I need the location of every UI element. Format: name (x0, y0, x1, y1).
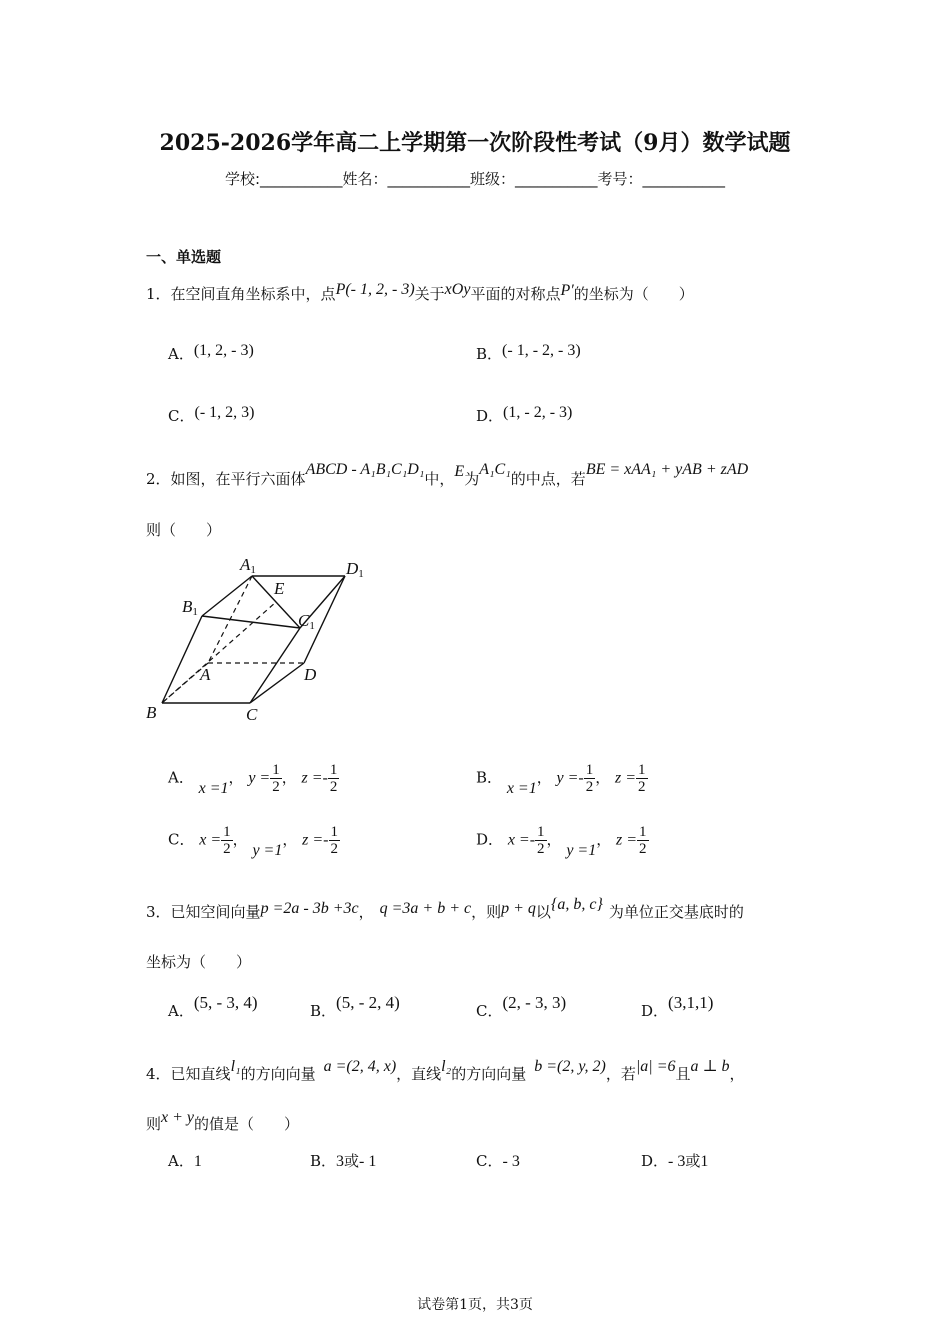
option-label: C． (476, 1002, 503, 1020)
label-d: D (304, 665, 317, 684)
option-z: z =- (302, 831, 329, 849)
edge-c1-c (250, 628, 300, 703)
option-value-2: - 1 (359, 1153, 377, 1170)
fraction: $\frac{1}{2}$ (223, 824, 231, 857)
fraction: $\frac{1}{2}$ (639, 824, 647, 857)
option-or: 或 (685, 1152, 701, 1170)
q1-option-c[interactable] (168, 405, 254, 426)
q2-text-1: 如图，在平行六面体 (170, 470, 306, 488)
page-footer: 试卷第1页，共3页 (417, 1297, 533, 1313)
q1-number: 1． (146, 285, 171, 303)
q1-text-2: 关于 (414, 285, 445, 303)
option-label: A． (168, 1002, 194, 1020)
q3-option-a[interactable] (168, 993, 258, 1021)
option-label: C． (168, 830, 195, 849)
q2-text-5: 则（ ） (146, 521, 222, 539)
q3-number: 3． (146, 903, 171, 921)
parallelepiped-figure (140, 550, 380, 730)
option-label: B． (476, 768, 503, 787)
q3-text-4: 为单位正交基底时的 (608, 903, 744, 921)
fraction: $\frac{1}{2}$ (585, 762, 594, 795)
q4-line-l1: l₁ (230, 1058, 241, 1075)
q4-text-3: ，直线 (396, 1065, 442, 1083)
q4-number: 4． (146, 1065, 171, 1083)
label-c: C (246, 705, 258, 724)
q4-text-1: 已知直线 (170, 1065, 231, 1083)
q4-vector-a: a =(2, 4, x) (323, 1058, 397, 1075)
q4-option-d[interactable] (641, 1150, 708, 1171)
q1-text-1: 在空间直角坐标系中，点 (170, 285, 336, 303)
option-y: y =- (556, 769, 584, 787)
label-e: E (274, 579, 285, 598)
question-4 (146, 1058, 745, 1084)
edge-c-d (250, 663, 304, 703)
q1-text-4: 的坐标为（ ） (573, 285, 694, 303)
option-label: B． (310, 1152, 337, 1170)
label-b: B (146, 703, 157, 722)
option-x: x =1 (198, 779, 229, 797)
option-or: 或 (344, 1152, 360, 1170)
q4-vector-b: b =(2, y, 2) (534, 1058, 606, 1075)
q4-option-b[interactable] (310, 1150, 376, 1171)
q4-option-a[interactable] (168, 1150, 202, 1171)
option-label: D． (476, 830, 504, 849)
q3-text-3: 以 (535, 903, 551, 921)
option-label: B． (310, 1002, 337, 1020)
option-label: B． (476, 345, 503, 363)
option-label: D． (641, 1002, 669, 1020)
q1-option-a[interactable] (168, 343, 254, 364)
q2-text-4: 的中点，若 (510, 470, 586, 488)
q3-sum: p + q (501, 900, 536, 917)
q1-point: P(- 1, 2, - 3) (335, 281, 415, 298)
edge-b1-b (162, 616, 202, 703)
q2-option-d[interactable]: D． x =- $\frac{1}{2}$ ， y =1， z = $\frac{1}{2}$ (476, 824, 647, 859)
q2-text-2: 中， (424, 470, 455, 488)
q2-option-a[interactable]: A． x =1， y = $\frac{1}{2}$ ， z =- $\frac{1}{2}$ (168, 762, 338, 797)
option-label: A． (168, 1152, 194, 1170)
q1-pprime: P′ (560, 282, 574, 299)
edge-c1-b1 (202, 616, 300, 628)
fraction: $\frac{1}{2}$ (638, 762, 646, 795)
fraction: $\frac{1}{2}$ (330, 824, 338, 857)
option-x: x = (199, 831, 222, 849)
q4-line-l2: l₂ (441, 1058, 452, 1075)
option-value: (3,1,1) (668, 993, 714, 1012)
option-label: C． (168, 407, 195, 425)
option-value: (5, - 2, 4) (336, 993, 400, 1012)
option-x: x =- (507, 831, 536, 849)
q4-text-2: 的方向向量 (240, 1065, 316, 1083)
segment-b-e (162, 602, 276, 703)
q3-option-c[interactable] (476, 993, 567, 1021)
q2-option-b[interactable]: B． x =1， y =- $\frac{1}{2}$ ， z = $\frac{1}{2}$ (476, 762, 646, 797)
q4-sum: x + y (161, 1109, 195, 1126)
page-title: 2025-2026学年高二上学期第一次阶段性考试（9月）数学试题 (159, 130, 791, 156)
option-value: (1, - 2, - 3) (503, 404, 573, 421)
q1-plane: xOy (444, 281, 471, 298)
q3-text-2: ，则 (471, 903, 502, 921)
q3-vector-q: q =3a + b + c (379, 900, 472, 917)
option-value: 1 (193, 1153, 202, 1170)
option-label: A． (168, 345, 194, 363)
q4-text-6: 且 (675, 1065, 691, 1083)
label-d1: D1 (346, 559, 364, 580)
option-value: (- 1, - 2, - 3) (502, 342, 581, 359)
option-y: y = (248, 769, 271, 787)
student-info-line: 学校:___________姓名：___________班级：___________考号：___________ (224, 170, 726, 188)
option-label: C． (476, 1152, 503, 1170)
option-value: (1, 2, - 3) (193, 342, 254, 359)
q2-segment: A₁C₁ (479, 461, 511, 478)
q4-text-5: ，若 (605, 1065, 636, 1083)
fraction: $\frac{1}{2}$ (537, 824, 545, 857)
option-value: - 3 (502, 1153, 520, 1170)
q4-magnitude: |a| =6 (635, 1058, 676, 1075)
option-value: - 3 (668, 1153, 686, 1170)
option-y: y =1 (252, 841, 283, 859)
question-3: 3．已知空间向量p =2a - 3b +3c， q =3a + b + c，则p + q以{a, b, c} 为单位正交基底时的 (146, 896, 744, 921)
fraction: $\frac{1}{2}$ (329, 762, 338, 795)
q1-option-d[interactable] (476, 405, 572, 426)
option-value: (5, - 3, 4) (193, 993, 258, 1012)
q3-basis: {a, b, c} (550, 896, 603, 913)
edge-b1-a1 (202, 576, 252, 616)
option-z: z = (615, 769, 637, 787)
option-value: 3 (336, 1153, 345, 1170)
option-label: A． (168, 768, 194, 787)
q4-line-2 (146, 1109, 300, 1134)
label-a1: A1 (240, 555, 256, 576)
option-z: z =- (301, 769, 328, 787)
question-2 (146, 461, 749, 489)
edge-a1-a (208, 576, 252, 663)
q4-perpendicular: a ⊥ b (690, 1058, 730, 1075)
q4-text-9: 的值是（ ） (194, 1115, 300, 1133)
question-1 (146, 283, 694, 304)
option-value: (2, - 3, 3) (502, 993, 567, 1012)
q1-text-3: 平面的对称点 (470, 285, 561, 303)
q2-text-3: 为 (464, 470, 480, 488)
option-label: D． (476, 407, 504, 425)
label-c1: C1 (298, 611, 315, 632)
q4-text-8: 则 (146, 1115, 162, 1133)
option-x: x =1 (506, 779, 537, 797)
q3-text-5: 坐标为（ ） (146, 953, 252, 971)
q4-text-4: 的方向向量 (451, 1065, 527, 1083)
option-label: D． (641, 1152, 669, 1170)
option-value: (- 1, 2, 3) (194, 404, 255, 421)
q3-option-d[interactable] (641, 993, 714, 1021)
q2-vector-equation: BE = xAA₁ + yAB + zAD (585, 461, 749, 478)
section-heading: 一、单选题 (146, 248, 222, 266)
option-y: y =1 (566, 841, 597, 859)
option-z: z = (616, 831, 638, 849)
q3-vector-p: p =2a - 3b +3c (260, 900, 359, 917)
option-value-2: 1 (700, 1153, 709, 1170)
fraction: $\frac{1}{2}$ (272, 762, 280, 795)
q2-option-c[interactable]: C． x = $\frac{1}{2}$ ， y =1， z =- $\frac{1}{2}$ (168, 824, 338, 859)
q4-option-c[interactable] (476, 1150, 520, 1171)
q1-option-b[interactable] (476, 343, 581, 364)
q3-text-1: 已知空间向量 (170, 903, 261, 921)
label-b1: B1 (182, 597, 198, 618)
q3-option-b[interactable] (310, 993, 400, 1021)
q2-point-e: E (454, 463, 465, 480)
q2-number: 2． (146, 470, 171, 488)
label-a: A (200, 665, 211, 684)
q2-solid: ABCD - A₁B₁C₁D₁ (305, 461, 425, 478)
q4-text-7: ， (729, 1065, 745, 1083)
